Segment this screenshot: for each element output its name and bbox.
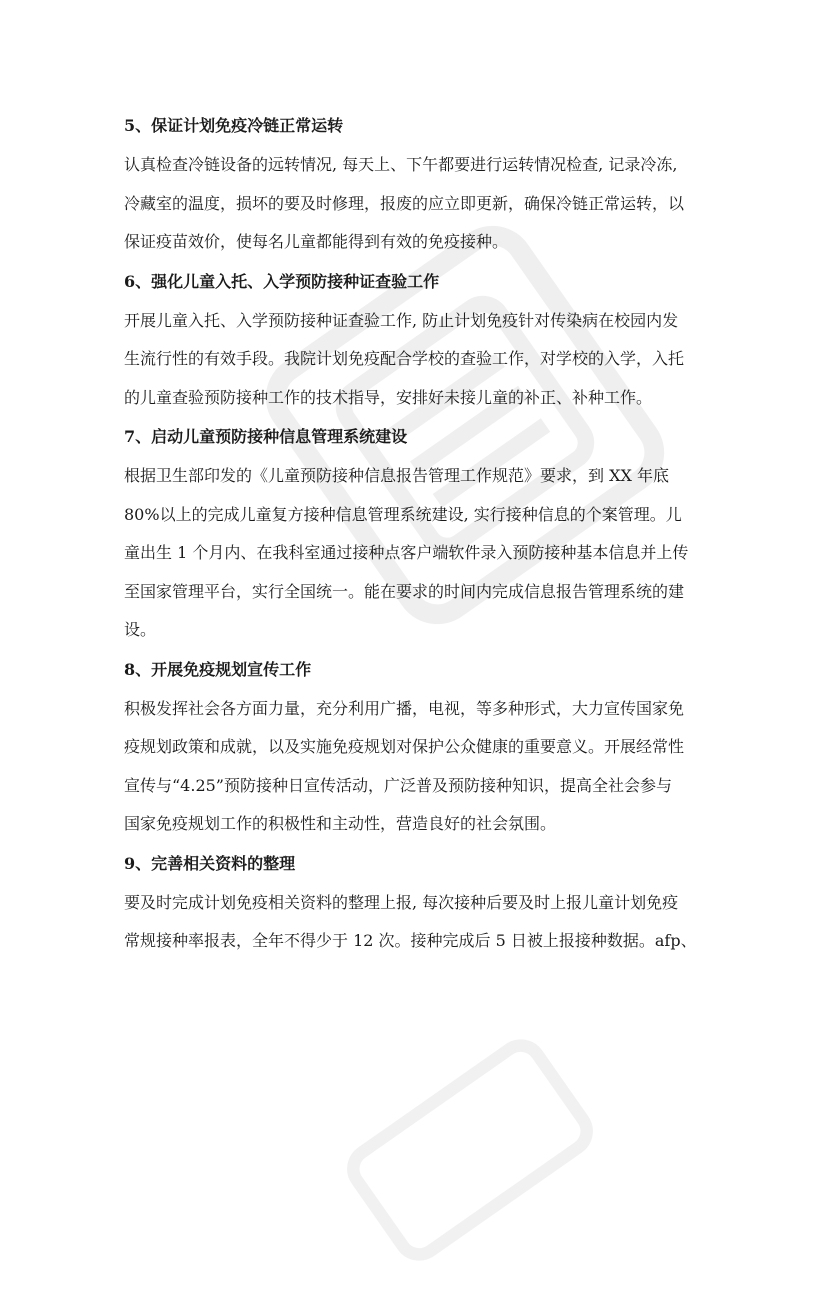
- section-heading: 6、强化儿童入托、入学预防接种证查验工作: [124, 271, 440, 291]
- text-line: 开展儿童入托、入学预防接种证查验工作, 防止计划免疫针对传染病在校园内发: [124, 310, 679, 330]
- text-line: 冷藏室的温度，损坏的要及时修理，报废的应立即更新，确保冷链正常运转，以: [124, 193, 685, 213]
- section-paragraph: [124, 457, 712, 650]
- section-heading: 9、完善相关资料的整理: [124, 853, 296, 873]
- text-line: 积极发挥社会各方面力量，充分利用广播，电视，等多种形式，大力宣传国家免: [124, 698, 685, 718]
- text-line: 童出生 1 个月内、在我科室通过接种点客户端软件录入预防接种基本信息并上传: [124, 543, 689, 562]
- section-9: [124, 844, 712, 961]
- section-8: [124, 650, 712, 844]
- text-line: 设。: [124, 620, 157, 639]
- text-line: 认真检查冷链设备的远转情况, 每天上、下午都要进行运转情况检查, 记录冷冻,: [124, 155, 678, 174]
- text-line: 国家免疫规划工作的积极性和主动性，营造良好的社会氛围。: [124, 814, 557, 833]
- text-line: 的儿童查验预防接种工作的技术指导，安排好未接儿童的补正、补种工作。: [124, 387, 653, 407]
- text-line: 宣传与“4.25”预防接种日宣传活动，广泛普及预防接种知识，提高全社会参与: [124, 775, 672, 795]
- text-line: 要及时完成计划免疫相关资料的整理上报, 每次接种后要及时上报儿童计划免疫: [124, 892, 679, 912]
- text-line: 根据卫生部印发的《儿童预防接种信息报告管理工作规范》要求，到 XX 年底: [124, 466, 669, 485]
- text-line: 至国家管理平台，实行全国统一。能在要求的时间内完成信息报告管理系统的建: [124, 581, 685, 601]
- text-line: 生流行性的有效手段。我院计划免疫配合学校的查验工作，对学校的入学，入托: [124, 349, 685, 368]
- section-heading: 7、启动儿童预防接种信息管理系统建设: [124, 427, 408, 446]
- text-line: 常规接种率报表，全年不得少于 12 次。接种完成后 5 日被上报接种数据。afp、: [124, 931, 697, 950]
- section-paragraph: [124, 690, 712, 844]
- section-5: [124, 106, 712, 262]
- section-heading: 8、开展免疫规划宣传工作: [124, 659, 312, 679]
- document-body: [124, 106, 712, 961]
- text-line: 疫规划政策和成就，以及实施免疫规划对保护公众健康的重要意义。开展经常性: [124, 737, 685, 756]
- section-heading: 5、保证计划免疫冷链正常运转: [124, 116, 344, 135]
- section-paragraph: [124, 302, 712, 418]
- section-7: [124, 417, 712, 650]
- section-6: [124, 262, 712, 418]
- section-paragraph: [124, 884, 712, 961]
- section-paragraph: [124, 146, 712, 262]
- text-line: 80%以上的完成儿童复方接种信息管理系统建设, 实行接种信息的个案管理。儿: [124, 504, 682, 524]
- watermark-logo-bottom: [312, 1008, 627, 1291]
- text-line: 保证疫苗效价，使每名儿童都能得到有效的免疫接种。: [124, 232, 509, 251]
